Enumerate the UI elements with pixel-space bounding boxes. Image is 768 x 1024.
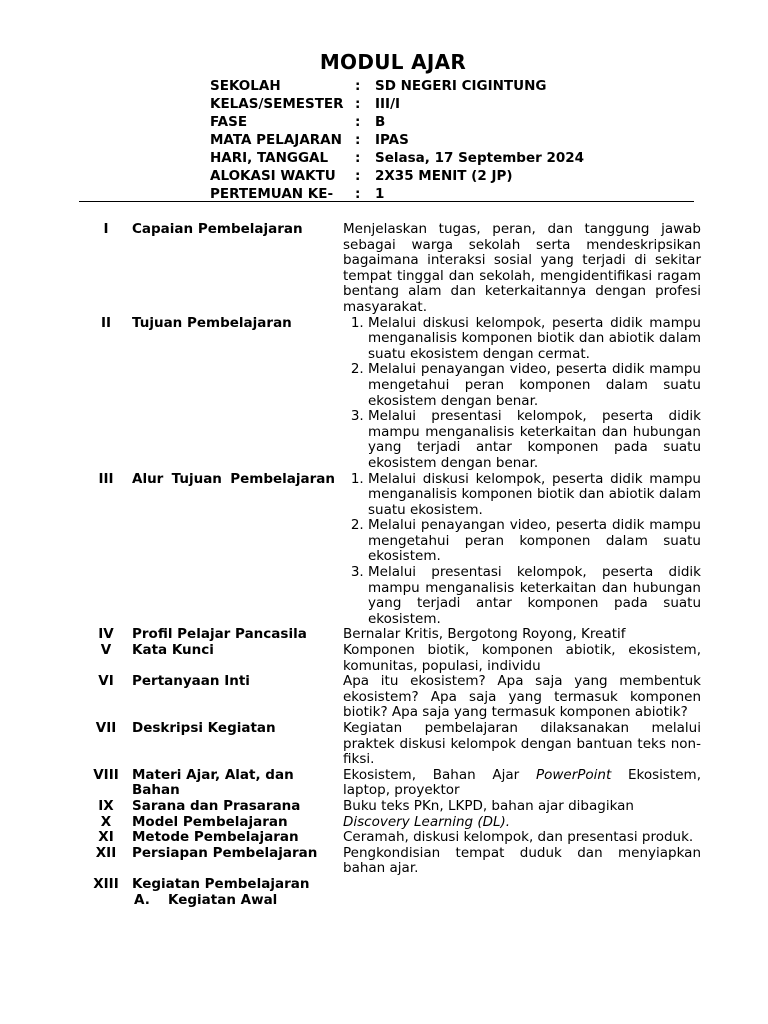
info-value: IPAS bbox=[375, 132, 409, 148]
info-row-kelas bbox=[210, 95, 584, 113]
row-label: Model Pembelajaran bbox=[132, 813, 288, 830]
row-number: V bbox=[100, 642, 112, 659]
row-value: Bernalar Kritis, Bergotong Royong, Kreatif bbox=[343, 626, 626, 643]
row-materi bbox=[80, 766, 701, 799]
row-label: Alur Tujuan Pembelajaran bbox=[132, 470, 335, 487]
value-text: Ekosistem, laptop, proyektor bbox=[343, 766, 701, 799]
module-content bbox=[80, 221, 701, 908]
info-label: HARI, TANGGAL bbox=[210, 150, 329, 166]
info-label: SEKOLAH bbox=[210, 78, 281, 94]
row-model bbox=[80, 815, 694, 831]
row-number: III bbox=[98, 470, 114, 487]
row-number: VIII bbox=[93, 766, 119, 783]
row-label: Profil Pelajar Pancasila bbox=[132, 626, 307, 643]
info-label: FASE bbox=[210, 114, 248, 130]
info-value: B bbox=[375, 114, 386, 130]
row-value: Komponen biotik, komponen abiotik, ekosistem, komunitas, populasi, individu bbox=[343, 642, 701, 674]
row-number: VI bbox=[98, 673, 114, 690]
row-label-block bbox=[132, 877, 343, 908]
row-number: IX bbox=[98, 797, 114, 814]
row-value bbox=[343, 815, 701, 831]
sub-label: Kegiatan Awal bbox=[168, 891, 278, 908]
row-label: Sarana dan Prasarana bbox=[132, 797, 301, 814]
value-emphasis: Discovery Learning (DL). bbox=[343, 813, 511, 830]
info-colon: : bbox=[355, 114, 361, 130]
info-value: 1 bbox=[375, 186, 385, 202]
row-number: X bbox=[100, 813, 112, 830]
row-metode bbox=[80, 830, 694, 846]
list-item: 1. Melalui diskusi kelompok, peserta didik mampu menganalisis komponen biotik dan abiotik dalam suatu ekosistem dengan cermat. bbox=[368, 316, 701, 363]
row-value bbox=[343, 472, 701, 628]
row-label: Pertanyaan Inti bbox=[132, 673, 250, 690]
row-label: Materi Ajar, Alat, dan Bahan bbox=[132, 766, 294, 799]
sub-letter: A. bbox=[134, 891, 150, 908]
value-emphasis: PowerPoint bbox=[535, 766, 612, 783]
row-value bbox=[343, 316, 701, 472]
row-kegiatan bbox=[80, 877, 694, 908]
list-item: 2. Melalui penayangan video, peserta didik mampu mengetahui peran komponen dalam suatu ekosistem dengan benar. bbox=[368, 362, 701, 409]
info-label: KELAS/SEMESTER bbox=[210, 96, 344, 112]
page-title: MODUL AJAR bbox=[319, 50, 467, 74]
sub-heading bbox=[132, 893, 335, 909]
info-row-fase bbox=[210, 113, 584, 131]
row-value bbox=[343, 877, 701, 908]
divider bbox=[79, 201, 694, 202]
info-value: III/I bbox=[375, 96, 401, 112]
row-sarana bbox=[80, 799, 694, 815]
list-item: 2. Melalui penayangan video, peserta didik mampu mengetahui peran komponen dalam suatu ekosistem. bbox=[368, 518, 701, 565]
info-label: ALOKASI WAKTU bbox=[210, 168, 336, 184]
row-persiapan bbox=[80, 844, 701, 877]
row-number: XIII bbox=[93, 875, 119, 892]
info-row-tanggal bbox=[210, 149, 584, 167]
row-label: Deskripsi Kegiatan bbox=[132, 720, 276, 736]
info-colon: : bbox=[355, 168, 361, 184]
header-info bbox=[210, 77, 584, 203]
row-label: Tujuan Pembelajaran bbox=[132, 314, 292, 331]
info-row-sekolah bbox=[210, 77, 584, 95]
list-item: 3. Melalui presentasi kelompok, peserta didik mampu menganalisis keterkaitan dan hubungan yang terjadi antar komponen pada suatu ekosistem. bbox=[368, 565, 701, 627]
row-label: Metode Pembelajaran bbox=[132, 829, 299, 846]
list-item: 1. Melalui diskusi kelompok, peserta didik mampu menganalisis komponen biotik dan abiotik dalam suatu ekosistem. bbox=[368, 472, 701, 519]
info-row-mapel bbox=[210, 131, 584, 149]
row-value: Buku teks PKn, LKPD, bahan ajar dibagikan bbox=[343, 797, 634, 814]
row-number: VII bbox=[95, 720, 117, 736]
row-label: Capaian Pembelajaran bbox=[132, 221, 303, 237]
info-label: PERTEMUAN KE- bbox=[210, 186, 334, 202]
row-value: Pengkondisian tempat duduk dan menyiapkan bahan ajar. bbox=[343, 844, 701, 877]
info-label: MATA PELAJARAN bbox=[210, 132, 342, 148]
row-capaian bbox=[80, 221, 701, 316]
row-value: Kegiatan pembelajaran dilaksanakan melalui praktek diskusi kelompok dengan bantuan teks non-fiksi. bbox=[343, 720, 701, 768]
info-value: 2X35 MENIT (2 JP) bbox=[375, 168, 513, 184]
row-value: Ceramah, diskusi kelompok, dan presentasi produk. bbox=[343, 829, 694, 846]
row-value: Menjelaskan tugas, peran, dan tanggung jawab sebagai warga sekolah serta mendeskripsikan bagaimana interaksi sosial yang terjadi di sekitar tempat tinggal dan sekolah, mengidentifikasi ragam bentang alam dan keterkaitannya dengan profesi masyarakat. bbox=[343, 221, 701, 315]
info-value: Selasa, 17 September 2024 bbox=[375, 150, 585, 166]
row-number: II bbox=[100, 314, 112, 331]
row-kata-kunci bbox=[80, 642, 701, 674]
row-tujuan bbox=[80, 314, 701, 472]
list-item: 3. Melalui presentasi kelompok, peserta didik mampu menganalisis keterkaitan dan hubungan yang terjadi antar komponen pada suatu ekosistem dengan benar. bbox=[368, 409, 701, 471]
value-text: Ekosistem, Bahan Ajar bbox=[343, 766, 536, 783]
row-alur bbox=[80, 470, 701, 628]
row-label: Kegiatan Pembelajaran bbox=[132, 875, 310, 892]
row-number: XI bbox=[98, 829, 114, 846]
row-pertanyaan bbox=[80, 673, 701, 721]
info-colon: : bbox=[355, 150, 361, 166]
row-value: Apa itu ekosistem? Apa saja yang membentuk ekosistem? Apa saja yang termasuk komponen biotik? Apa saja yang termasuk komponen abiotik? bbox=[343, 673, 701, 721]
info-row-alokasi bbox=[210, 167, 584, 185]
row-deskripsi bbox=[80, 720, 701, 768]
row-profil bbox=[80, 627, 694, 643]
row-label: Persiapan Pembelajaran bbox=[132, 844, 318, 861]
row-number: IV bbox=[98, 626, 114, 643]
info-colon: : bbox=[355, 78, 361, 94]
info-colon: : bbox=[355, 96, 361, 112]
row-label: Kata Kunci bbox=[132, 642, 214, 659]
row-number: XII bbox=[95, 844, 117, 861]
info-colon: : bbox=[355, 132, 361, 148]
row-number: I bbox=[103, 221, 109, 237]
info-colon: : bbox=[355, 186, 361, 202]
row-value bbox=[343, 768, 701, 799]
info-value: SD NEGERI CIGINTUNG bbox=[375, 78, 547, 94]
